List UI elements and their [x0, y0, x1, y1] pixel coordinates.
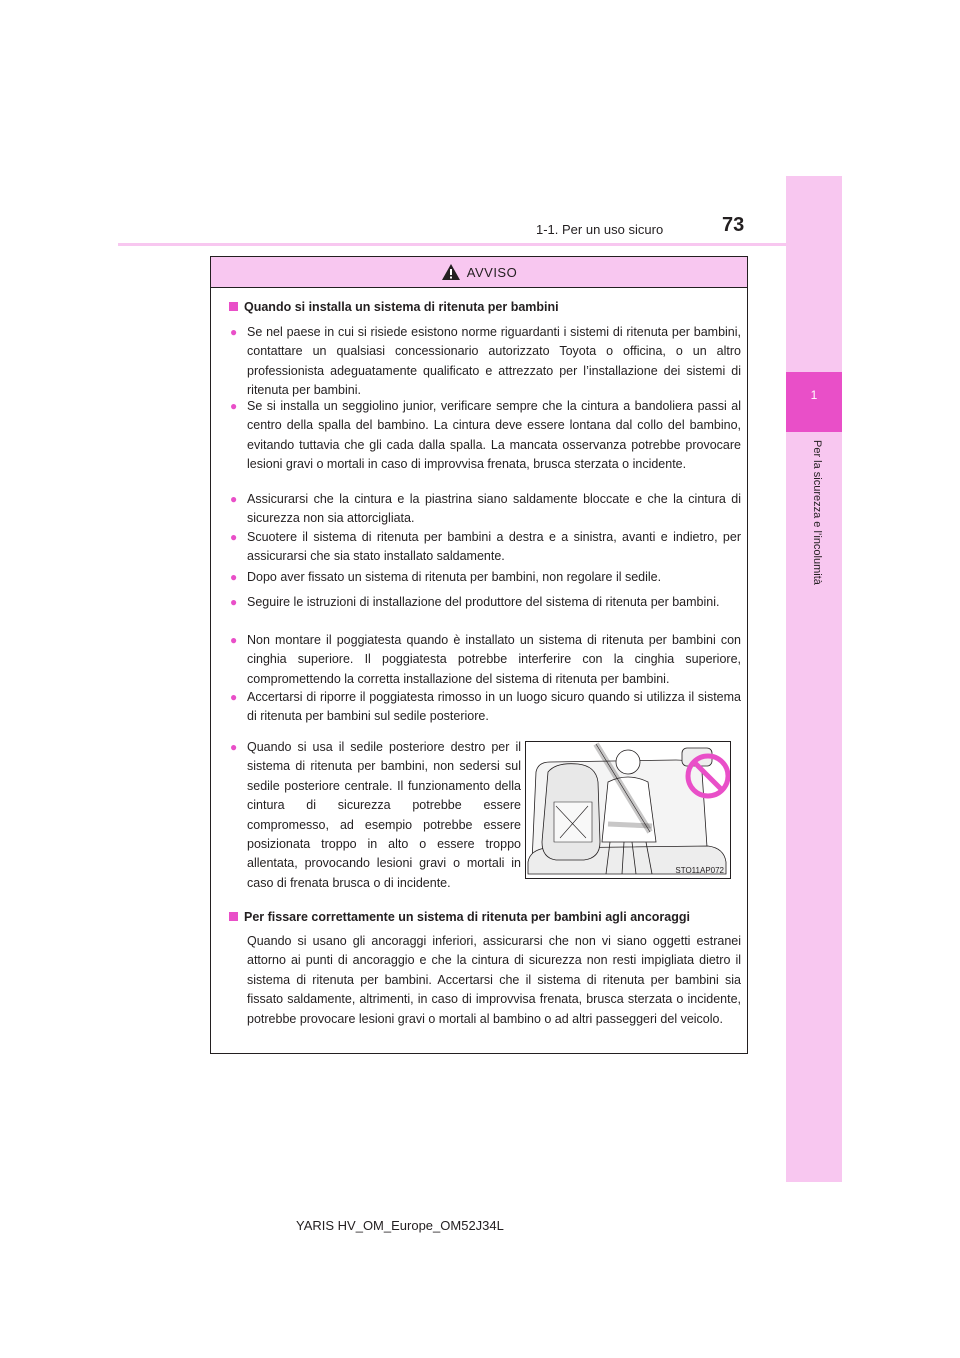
square-bullet-icon	[229, 302, 238, 311]
list-item: ● Dopo aver fissato un sistema di ritenuta per bambini, non regolare il sedile.	[229, 568, 741, 587]
chapter-side-tab	[786, 176, 842, 1182]
list-item: ● Quando si usa il sedile posteriore destro per il sistema di ritenuta per bambini, non sedersi sul sedile posteriore centrale. Il funzionamento della cintura di sicurezza potrebbe essere compromesso, ad esempio potrebbe essere posizionata troppo in alto o essere troppo allentata, provocando lesioni gravi o mortali in caso di frenata brusca o di incidente.	[229, 738, 521, 893]
illustration-code: STO11AP072	[675, 866, 724, 875]
chapter-tab-active	[786, 372, 842, 432]
section-heading-anchors: Per fissare correttamente un sistema di ritenuta per bambini agli ancoraggi	[229, 910, 690, 924]
list-item: ● Se si installa un seggiolino junior, verificare sempre che la cintura a bandoliera passi al centro della spalla del bambino. La cintura deve essere lontana dal collo del bambino, evitando tuttavia che gli cada dalla spalla. La mancata osservanza potrebbe provocare lesioni gravi o mortali in caso di improvvisa frenata, brusca sterzata o incidente.	[229, 397, 741, 475]
child-seat-prohibited-illustration	[526, 742, 730, 878]
list-item: ● Accertarsi di riporre il poggiatesta rimosso in un luogo sicuro quando si utilizza il sistema di ritenuta per bambini sul sedile posteriore.	[229, 688, 741, 727]
square-bullet-icon	[229, 912, 238, 921]
warning-box	[210, 256, 748, 1054]
warning-title: AVVISO	[466, 264, 518, 280]
footer-document-code: YARIS HV_OM_Europe_OM52J34L	[296, 1218, 504, 1233]
section-title: 1-1. Per un uso sicuro	[536, 222, 664, 237]
section-heading-installation: Quando si installa un sistema di ritenuta per bambini	[229, 300, 559, 314]
list-item: ● Seguire le istruzioni di installazione del produttore del sistema di ritenuta per bambini.	[229, 593, 741, 612]
header-rule	[118, 243, 786, 246]
chapter-label: Per la sicurezza e l’incolumità	[811, 440, 823, 585]
warning-triangle-icon	[441, 263, 461, 281]
seat-illustration	[525, 741, 731, 879]
list-item: ● Se nel paese in cui si risiede esistono norme riguardanti i sistemi di ritenuta per bambini, contattare un qualsiasi concessionario autorizzato Toyota o officina, o un altro professionista adeguatamente qualificato e attrezzato per l’installazione dei sistemi di ritenuta per bambini.	[229, 323, 741, 401]
page-number: 73	[722, 214, 745, 236]
anchors-paragraph: Quando si usano gli ancoraggi inferiori, assicurarsi che non vi siano oggetti estranei attorno ai punti di ancoraggio e che la cintura di sicurezza non resti impigliata dietro il sistema di ritenuta per bambini. Accertarsi che il sistema di ritenuta per bambini sia fissato saldamente, altrimenti, in caso di improvvisa frenata, brusca sterzata o incidente, potrebbe provocare lesioni gravi o mortali al bambino o ad altri passeggeri del veicolo.	[247, 934, 741, 1026]
list-item: ● Non montare il poggiatesta quando è installato un sistema di ritenuta per bambini con cinghia superiore. Il poggiatesta potrebbe interferire con la cinghia superiore, compromettendo la corretta installazione del sistema di ritenuta per bambini.	[229, 631, 741, 689]
list-item: ● Scuotere il sistema di ritenuta per bambini a destra e a sinistra, avanti e indietro, per assicurarsi che sia stato installato saldamente.	[229, 528, 741, 567]
chapter-number: 1	[810, 388, 818, 402]
list-item: ● Assicurarsi che la cintura e la piastrina siano saldamente bloccate e che la cintura di sicurezza non sia attorcigliata.	[229, 490, 741, 529]
warning-header	[211, 257, 747, 288]
